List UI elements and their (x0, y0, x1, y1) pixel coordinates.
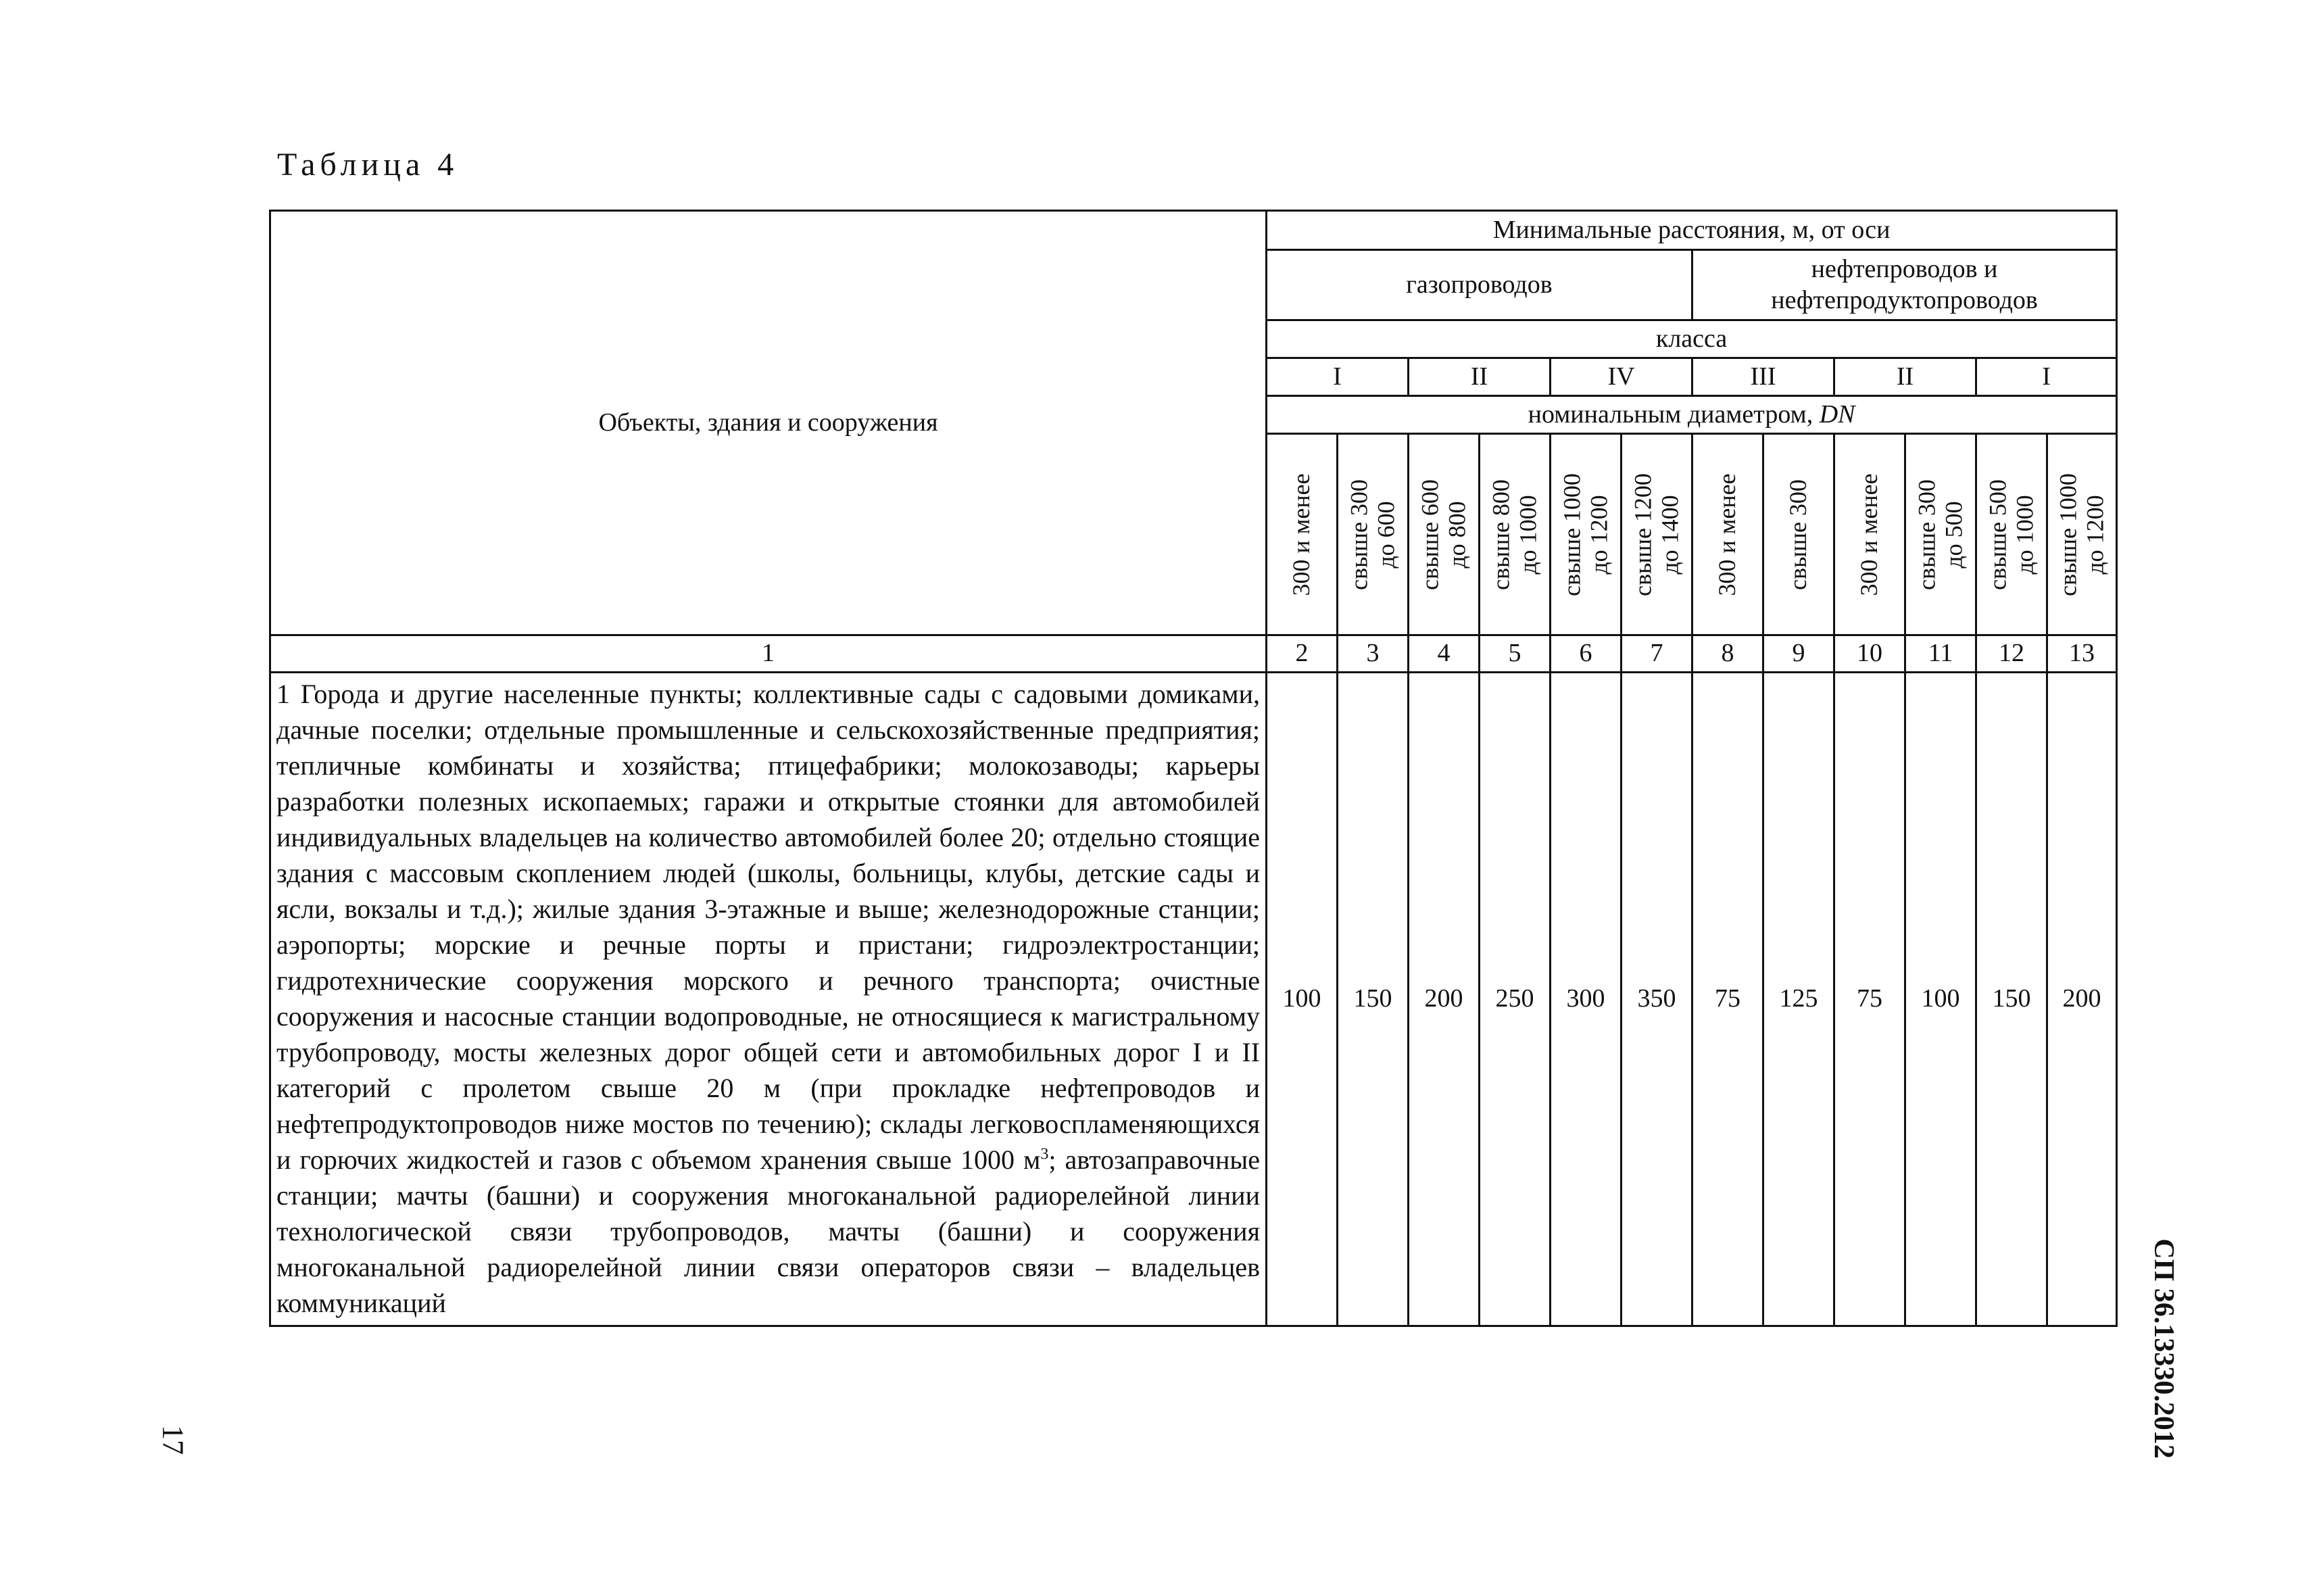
class-cell: II (1834, 358, 1976, 396)
diameter-cell: свыше 800 до 1000 (1480, 434, 1551, 635)
column-number: 10 (1834, 635, 1905, 673)
diameter-cell: свыше 500 до 1000 (1976, 434, 2047, 635)
diameter-cell: 300 и менее (1267, 434, 1338, 635)
distance-value: 75 (1834, 673, 1905, 1326)
diameter-cell: свыше 1200 до 1400 (1622, 434, 1692, 635)
distance-value: 350 (1622, 673, 1692, 1326)
distance-value: 100 (1267, 673, 1338, 1326)
distance-value: 150 (1338, 673, 1409, 1326)
class-cell: III (1692, 358, 1834, 396)
column-number: 13 (2047, 635, 2117, 673)
diameter-cell: 300 и менее (1834, 434, 1905, 635)
distance-value: 75 (1692, 673, 1763, 1326)
distance-value: 100 (1905, 673, 1976, 1326)
class-cell: I (1976, 358, 2117, 396)
distance-value: 150 (1976, 673, 2047, 1326)
column-number: 11 (1905, 635, 1976, 673)
diameter-cell: свыше 1000 до 1200 (1551, 434, 1622, 635)
diameter-label: номинальным диаметром, (1528, 400, 1820, 429)
distance-value: 300 (1551, 673, 1622, 1326)
column-number: 7 (1622, 635, 1692, 673)
column-number: 5 (1480, 635, 1551, 673)
column-number: 9 (1763, 635, 1834, 673)
column-number: 3 (1338, 635, 1409, 673)
distance-table (269, 210, 2118, 1327)
distance-value: 200 (2047, 673, 2117, 1326)
objects-header: Объекты, здания и сооружения (270, 211, 1267, 635)
oil-pipelines-header: нефтепроводов и нефтепродуктопроводов (1692, 250, 2117, 320)
column-number: 6 (1551, 635, 1622, 673)
diameter-cell: 300 и менее (1692, 434, 1763, 635)
gas-pipelines-header: газопроводов (1267, 250, 1692, 320)
column-number: 4 (1409, 635, 1480, 673)
class-cell: I (1267, 358, 1409, 396)
distance-value: 250 (1480, 673, 1551, 1326)
column-number: 1 (270, 635, 1267, 673)
document-code: СП 36.13330.2012 (2148, 1238, 2179, 1459)
page-number: 17 (156, 1425, 190, 1455)
distance-value: 125 (1763, 673, 1834, 1326)
column-number: 2 (1267, 635, 1338, 673)
table-caption: Таблица 4 (277, 147, 459, 183)
diameter-cell: свыше 300 (1763, 434, 1834, 635)
table-row (270, 673, 2117, 1326)
diameter-cell: свыше 600 до 800 (1409, 434, 1480, 635)
distance-value: 200 (1409, 673, 1480, 1326)
diameter-cell: свыше 300 до 500 (1905, 434, 1976, 635)
diameter-cell: свыше 1000 до 1200 (2047, 434, 2117, 635)
class-cell: IV (1551, 358, 1692, 396)
object-description-cell (270, 673, 1267, 1326)
object-description: 1 Города и другие населенные пункты; коллективные сады с садовыми домиками, дачные поселки; отдельные промышленные и сельскохозяйственные предприятия; тепличные комбинаты и хозяйства; птицефабрики; молокозаводы; карьеры разработки полезных ископаемых; гаражи и открытые стоянки для автомобилей индивидуальных владельцев на количество автомобилей более 20; отдельно стоящие здания с массовым скоплением людей (школы, больницы, клубы, детские сады и ясли, вокзалы и т.д.); жилые здания 3-этажные и выше; железнодорожные станции; аэропорты; морские и речные порты и пристани; гидроэлектростанции; гидротехнические сооружения морского и речного транспорта; очистные сооружения и насосные станции водопроводные, не относящиеся к магистральному трубопроводу, мосты железных дорог общей сети и автомобильных дорог I и II категорий с пролетом свыше 20 м (при прокладке нефтепроводов и нефтепродуктопроводов ниже мостов по течению); склады легковоспламеняющихся и горючих жидкостей и газов с объемом хранения свыше 1000 $м^3$; автозаправочные станции; мачты (башни) и сооружения многоканальной радиорелейной линии технологической связи трубопроводов, мачты (башни) и сооружения многоканальной радиорелейной линии связи операторов связи – владельцев коммуникаций (276, 679, 1260, 1318)
diameter-header (1267, 396, 2117, 434)
class-cell: II (1409, 358, 1551, 396)
column-number: 12 (1976, 635, 2047, 673)
column-number: 8 (1692, 635, 1763, 673)
diameter-symbol: DN (1819, 400, 1855, 429)
min-distance-header: Минимальные расстояния, м, от оси (1267, 211, 2117, 250)
class-header: класса (1267, 320, 2117, 358)
diameter-cell: свыше 300 до 600 (1338, 434, 1409, 635)
